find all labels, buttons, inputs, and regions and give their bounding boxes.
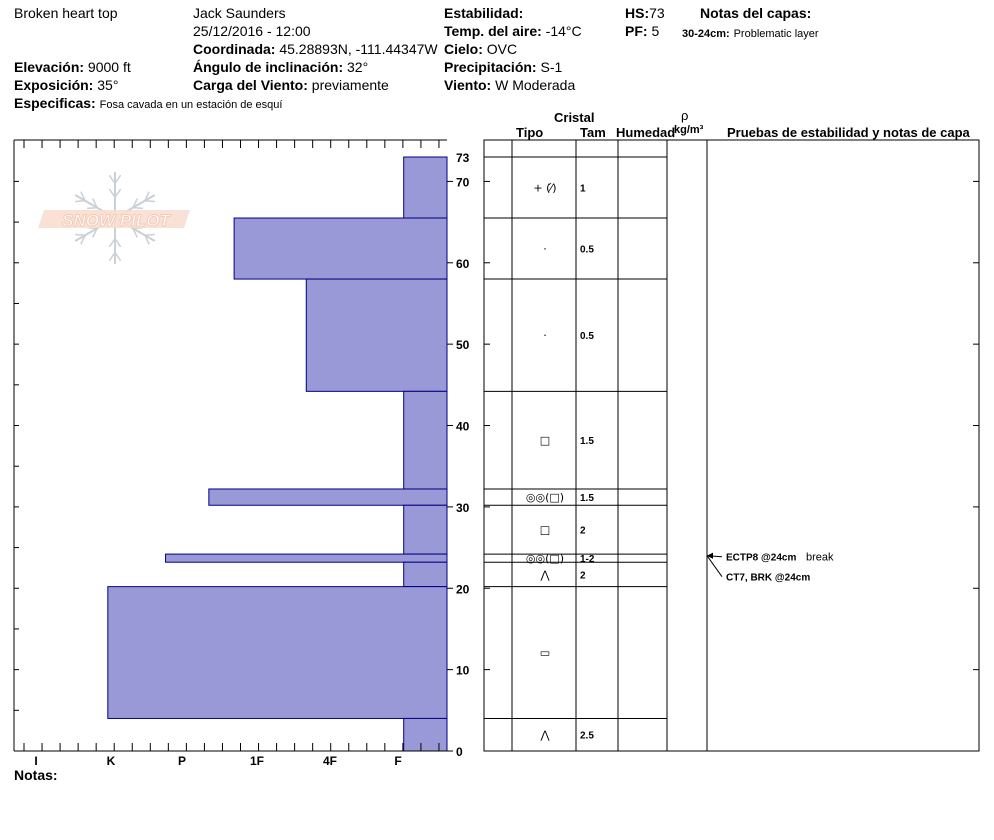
crystal-type: + (⁄́) [533, 181, 557, 195]
air-temp-value: -14°C [545, 23, 582, 39]
observer-name: Jack Saunders [193, 5, 286, 21]
observation-datetime: 25/12/2016 - 12:00 [193, 23, 311, 39]
hardness-axis [34, 754, 401, 768]
crystal-type: ◎◎(□) [525, 491, 565, 505]
flake-branch [145, 201, 155, 202]
slope-value: 32° [347, 59, 369, 75]
depth-tick-label: 10 [456, 663, 470, 678]
crystal-size: 2 [580, 525, 586, 537]
depth-tick-label: 30 [456, 500, 470, 515]
crystal-type: ◎◎(□) [525, 552, 565, 566]
crystal-type: □ [539, 434, 551, 448]
crystal-size: 1.5 [580, 493, 594, 505]
sky-label: Cielo: [444, 41, 483, 57]
hs-top-label: 73 [456, 151, 470, 165]
depth-axis [447, 151, 470, 759]
slope-label: Ángulo de inclinación: [193, 59, 344, 75]
hs-label: HS: [625, 5, 650, 21]
air-temp-label: Temp. del aire: [444, 23, 542, 39]
hardness-bar-5 [404, 505, 447, 554]
crystal-size: 1.5 [580, 436, 594, 448]
profile-title: Broken heart top [14, 5, 118, 21]
flake-branch [133, 208, 143, 209]
depth-tick-label: 20 [456, 582, 470, 597]
col-rho: ρ [681, 108, 689, 123]
hardness-label-K: K [106, 754, 116, 768]
notes-label: Notas: [14, 767, 58, 783]
stability-tests [707, 552, 834, 584]
hs-value: 73 [649, 5, 665, 21]
logo-text: SNOW PILOT [62, 211, 170, 230]
precip-value: S-1 [540, 59, 563, 75]
hardness-bar-6 [166, 554, 447, 562]
sky-value: OVC [486, 41, 518, 57]
col-cristal: Cristal [554, 110, 595, 125]
flake-branch [75, 201, 85, 202]
crystal-size: 1 [580, 183, 586, 195]
hardness-bar-7 [404, 562, 447, 586]
depth-tick-label: 40 [456, 419, 470, 434]
layer-note-text: Problematic layer [733, 28, 819, 40]
table-border [484, 140, 979, 751]
flake-branch [145, 234, 155, 235]
col-density-unit: kg/m³ [674, 124, 704, 136]
flake-branch [75, 234, 85, 235]
wind-load-label: Carga del Viento: [193, 77, 308, 93]
flake-branch [87, 208, 97, 209]
specifics-value: Fosa cavada en un estación de esquí [99, 99, 283, 111]
pf-label: PF: [625, 23, 648, 39]
elevation-label: Elevación: [14, 59, 85, 75]
depth-tick-label: 60 [456, 256, 470, 271]
crystal-size: 0.5 [580, 244, 594, 256]
crystal-size: 1-2 [580, 554, 595, 566]
coord-label: Coordinada: [193, 41, 276, 57]
hardness-label-1F: 1F [249, 754, 265, 768]
wind-value: W Moderada [495, 77, 576, 93]
wind-load-value: previamente [311, 77, 389, 93]
stability-label: Estabilidad: [444, 5, 524, 21]
hardness-label-I: I [34, 754, 38, 768]
precip-label: Precipitación: [444, 59, 537, 75]
coord-value: 45.28893N, -111.44347W [279, 41, 438, 57]
crystal-type: · [543, 242, 547, 256]
layer-table [484, 140, 979, 751]
crystal-type: · [543, 329, 547, 343]
wind-label: Viento: [444, 77, 492, 93]
hardness-bar-9 [404, 718, 447, 751]
depth-tick-label: 0 [456, 745, 463, 759]
crystal-size: 2.5 [580, 730, 594, 742]
hardness-label-4F: 4F [322, 754, 338, 768]
col-humedad: Humedad [616, 125, 676, 140]
hardness-bar-8 [108, 587, 447, 719]
test-pointer [707, 556, 722, 577]
crystal-type: ⋀ [540, 568, 550, 582]
hardness-bar-4 [209, 489, 447, 505]
col-tam: Tam [580, 125, 606, 140]
hardness-bar-1 [234, 218, 447, 279]
test-label-0: ECTP8 @24cm [726, 552, 797, 564]
crystal-size: 0.5 [580, 331, 594, 343]
elevation-value: 9000 ft [87, 59, 131, 75]
snowpilot-logo [38, 172, 190, 264]
crystal-type: ⋀ [540, 728, 550, 742]
layer-note-range: 30-24cm: [682, 28, 730, 40]
depth-tick-label: 50 [456, 338, 470, 353]
aspect-label: Exposición: [14, 77, 94, 93]
col-tests: Pruebas de estabilidad y notas de capa [727, 125, 970, 140]
hardness-bar-0 [404, 157, 447, 218]
specifics-label: Especificas: [14, 95, 96, 111]
depth-tick-label: 70 [456, 175, 470, 190]
hardness-label-P: P [177, 754, 187, 768]
crystal-type: ▭ [539, 646, 551, 660]
test-label-1: CT7, BRK @24cm [726, 572, 811, 584]
hardness-bars [108, 157, 447, 751]
hardness-label-F: F [394, 754, 402, 768]
hardness-bar-2 [306, 279, 447, 391]
crystal-size: 2 [580, 570, 586, 582]
aspect-value: 35° [97, 77, 119, 93]
hardness-bar-3 [404, 391, 447, 489]
col-tipo: Tipo [516, 125, 544, 140]
crystal-type: □ [539, 523, 551, 537]
test-note-0: break [806, 551, 834, 564]
pf-value: 5 [651, 23, 660, 39]
layer-notes-label: Notas del capas: [700, 5, 812, 21]
